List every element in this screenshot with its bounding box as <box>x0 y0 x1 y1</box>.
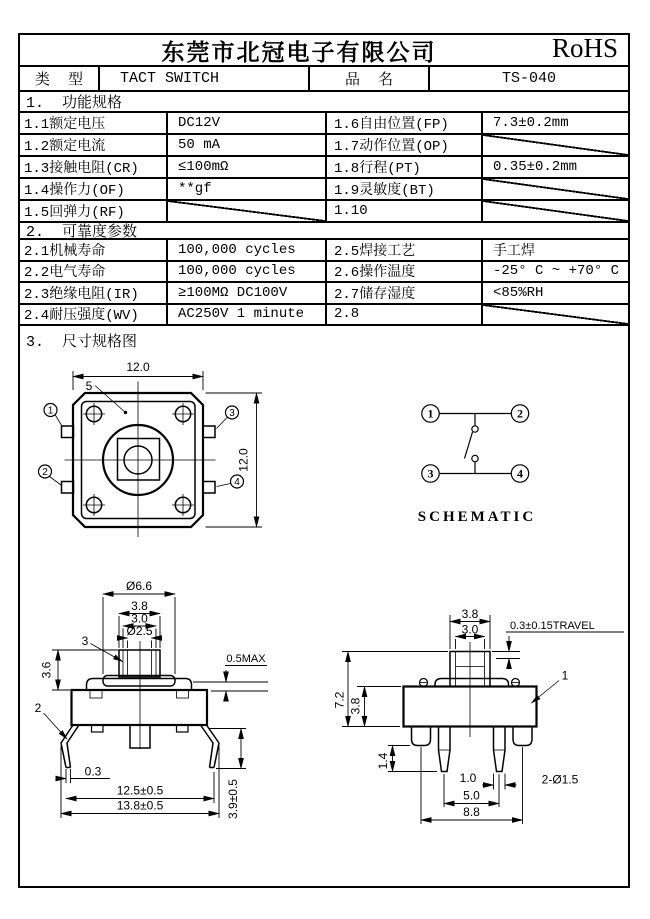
type-value: TACT SWITCH <box>100 67 310 90</box>
table-cell: 手工焊 <box>483 240 628 262</box>
table-cell: -25° C ~ +70° C <box>483 262 628 284</box>
dim-flange-dia: Ø6.6 <box>125 579 153 593</box>
table-cell: 1.3接触电阻(CR) <box>20 157 168 179</box>
type-label: 类 型 <box>20 67 100 90</box>
stem-callout: 3 <box>81 634 89 648</box>
dim-top-height: 12.0 <box>236 448 251 472</box>
dim-gap: 0.5MAX <box>226 653 266 665</box>
table-cell: 100,000 cycles <box>168 262 327 284</box>
rohs-mark: RoHS <box>551 32 618 63</box>
body-callout: 1 <box>561 668 569 683</box>
table-cell-na <box>483 179 628 201</box>
dim-stem-w1: 3.8 <box>131 599 148 613</box>
section1-title: 1. 功能规格 <box>20 92 628 113</box>
schematic-caption: SCHEMATIC <box>417 509 537 525</box>
dim-peg-dia: 2-Ø1.5 <box>541 772 579 787</box>
section2-table <box>20 240 628 326</box>
section1-table <box>20 113 628 223</box>
plunger-stem <box>119 650 160 677</box>
table-cell: 1.10 <box>327 201 483 223</box>
side-view-drawing <box>333 607 625 824</box>
table-cell-na <box>483 135 628 157</box>
cover-boss-side <box>435 679 509 687</box>
table-cell: 2.2电气寿命 <box>20 262 168 284</box>
dim-stem-dia: Ø2.5 <box>126 624 153 638</box>
table-cell: 2.7储存湿度 <box>327 283 483 305</box>
title-row <box>20 32 628 67</box>
dim-lead-t: 0.3 <box>84 764 102 779</box>
table-cell: **gf <box>168 179 327 201</box>
type-name-row <box>20 67 628 92</box>
pin2-callout: 2 <box>42 467 48 478</box>
table-cell: 100,000 cycles <box>168 240 327 262</box>
dim-span-outer: 13.8±0.5 <box>116 798 164 813</box>
dim-leg-w: 1.0 <box>459 771 477 785</box>
section2-title: 2. 可靠度参数 <box>20 223 628 240</box>
schematic-pin2: 2 <box>517 406 523 421</box>
table-cell: AC250V 1 minute <box>168 305 327 327</box>
pin1-callout: 1 <box>47 405 54 417</box>
dim-side-top-w1: 3.8 <box>461 607 479 621</box>
table-cell: DC12V <box>168 113 327 135</box>
table-cell: 7.3±0.2mm <box>483 113 628 135</box>
schematic-pin1: 1 <box>427 406 434 421</box>
company-title: 东莞市北冠电子有限公司 <box>161 38 437 65</box>
lead-callout: 2 <box>34 701 42 715</box>
switch-body-front <box>72 690 208 725</box>
schematic-drawing <box>418 405 536 525</box>
table-cell-na <box>483 201 628 223</box>
corner-rivets <box>83 403 194 516</box>
table-cell: 1.6自由位置(FP) <box>327 113 483 135</box>
dim-total-h: 7.2 <box>332 691 347 709</box>
front-view-drawing <box>35 579 268 819</box>
table-cell: 1.9灵敏度(BT) <box>327 179 483 201</box>
section3-title: 3. 尺寸规格图 <box>26 333 138 351</box>
table-cell: ≤100mΩ <box>168 157 327 179</box>
dim-top-width: 12.0 <box>126 360 150 374</box>
dim-leg-h: 3.9±0.5 <box>226 779 240 819</box>
table-cell: 2.5焊接工艺 <box>327 240 483 262</box>
table-cell: 1.4操作力(OF) <box>20 179 168 201</box>
table-cell: <85%RH <box>483 283 628 305</box>
table-cell: 1.5回弹力(RF) <box>20 201 168 223</box>
name-label: 品 名 <box>310 67 430 90</box>
dim-body-h: 3.8 <box>348 697 363 715</box>
table-cell-na <box>168 201 327 223</box>
table-cell: 2.8 <box>327 305 483 327</box>
cover-callout: 5 <box>85 379 93 393</box>
switch-contact-arm <box>465 432 473 459</box>
dim-tip-h: 1.4 <box>376 752 390 770</box>
straight-leads <box>439 727 506 772</box>
schematic-pin3: 3 <box>427 466 434 481</box>
table-cell: 1.1额定电压 <box>20 113 168 135</box>
table-cell: ≥100MΩ DC100V <box>168 283 327 305</box>
pin4-callout: 4 <box>234 477 240 488</box>
dim-span-inner: 12.5±0.5 <box>116 783 164 798</box>
pin3-callout: 3 <box>229 408 235 419</box>
table-cell: 1.8行程(PT) <box>327 157 483 179</box>
dim-pitch-outer: 8.8 <box>463 805 480 819</box>
table-cell: 2.3绝缘电阻(IR) <box>20 283 168 305</box>
table-cell: 2.1机械寿命 <box>20 240 168 262</box>
dim-travel: 0.3±0.15TRAVEL <box>510 620 595 632</box>
name-value: TS-040 <box>501 70 556 87</box>
dim-pitch-inner: 5.0 <box>463 788 480 803</box>
top-view-drawing <box>39 360 263 537</box>
table-cell: 50 mA <box>168 135 327 157</box>
schematic-pin4: 4 <box>517 466 523 481</box>
dim-stem-w2: 3.0 <box>131 611 148 626</box>
dim-side-top-w2: 3.0 <box>461 622 479 637</box>
table-cell-na <box>483 305 628 327</box>
mounting-pegs <box>412 727 533 746</box>
table-cell: 2.6操作温度 <box>327 262 483 284</box>
dimension-drawings <box>0 348 650 888</box>
table-cell: 1.7动作位置(OP) <box>327 135 483 157</box>
table-cell: 2.4耐压强度(WV) <box>20 305 168 327</box>
table-cell: 1.2额定电流 <box>20 135 168 157</box>
table-cell: 0.35±0.2mm <box>483 157 628 179</box>
dim-stem-h: 3.6 <box>39 661 54 679</box>
